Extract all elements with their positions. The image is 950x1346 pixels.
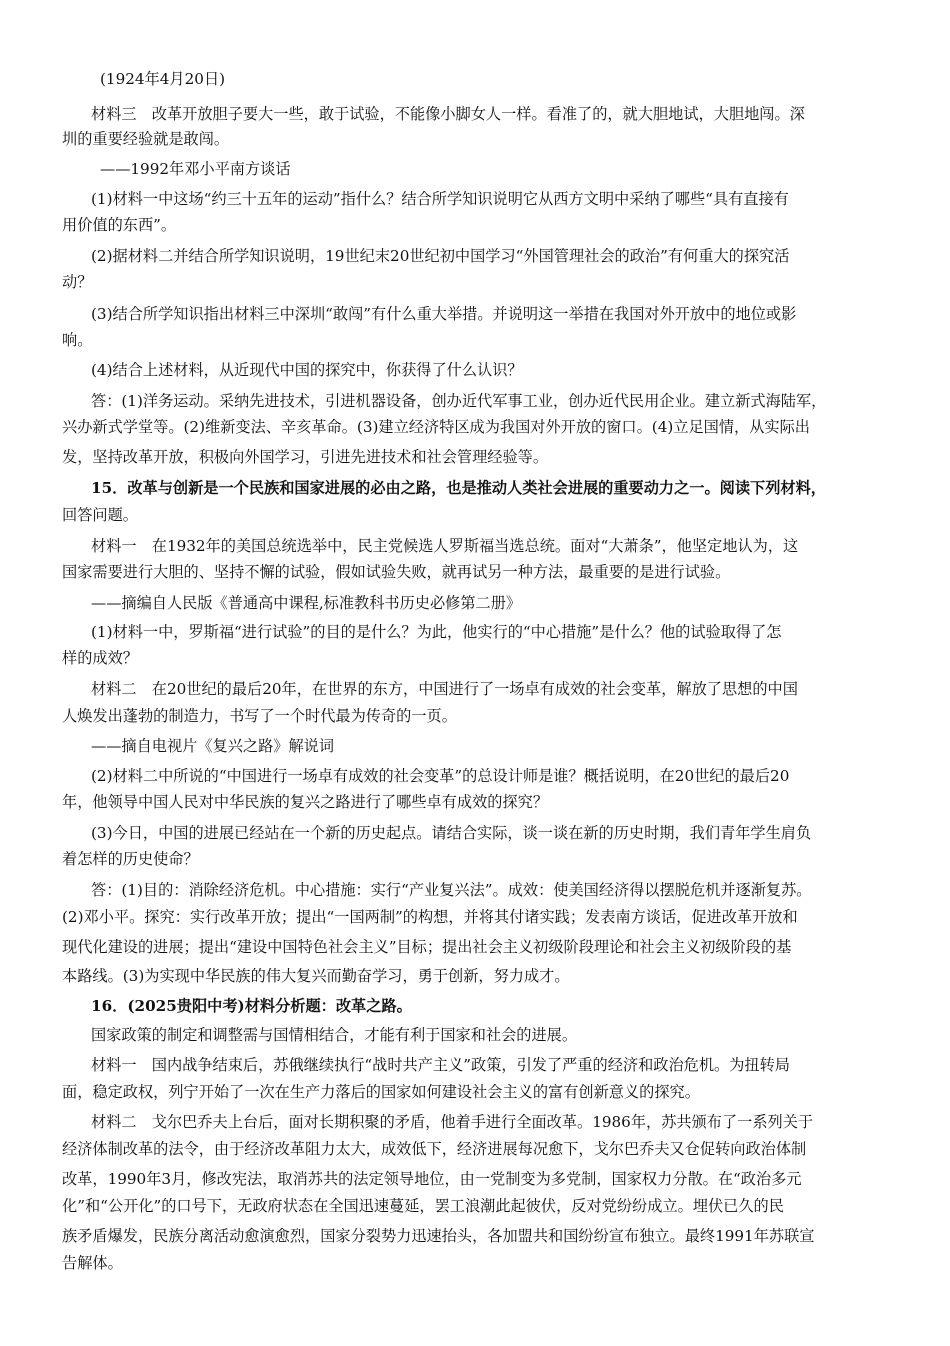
answer-line: 兴办新式学堂等。(2)维新变法、辛亥革命。(3)建立经济特区成为我国对外开放的窗口。(4)立足国情，从实际出	[62, 418, 810, 436]
date-line: (1924年4月20日)	[100, 70, 226, 88]
answer-line: (2)邓小平。探究：实行改革开放；提出“一国两制”的构想，并将其付诸实践；发表南方谈话，促进改革开放和	[62, 908, 798, 926]
question-line: (1)材料一中这场“约三十五年的运动”指什么？结合所学知识说明它从西方文明中采纳了哪些“具有直接有	[91, 190, 789, 208]
question-line: 样的成效？	[62, 649, 138, 667]
material-2-line: 材料二 在20世纪的最后20年，在世界的东方，中国进行了一场卓有成效的社会变革，解放了思想的中国	[91, 680, 798, 698]
answer-line: 本路线。(3)为实现中华民族的伟大复兴而勤奋学习，勇于创新，努力成才。	[62, 967, 570, 985]
question-line: (2)材料二中所说的“中国进行一场卓有成效的社会变革”的总设计师是谁？概括说明，在20世纪的最后20	[91, 767, 790, 785]
question-line: (3)今日，中国的进展已经站在一个新的历史起点。请结合实际，谈一谈在新的历史时期，我们青年学生肩负	[91, 824, 812, 842]
question-15-heading: 15．改革与创新是一个民族和国家进展的必由之路，也是推动人类社会进展的重要动力之一。阅读下列材料，	[91, 479, 826, 497]
question-16-heading: 16．(2025贵阳中考)材料分析题：改革之路。	[91, 997, 412, 1015]
material-2-line: 改革，1990年3月，修改宪法，取消苏共的法定领导地位，由一党制变为多党制，国家权力分散。在“政治多元	[62, 1170, 802, 1188]
material-1-line: 材料一 在1932年的美国总统选举中，民主党候选人罗斯福当选总统。面对“大萧条”，他坚定地认为，这	[91, 537, 799, 555]
source-line: ——摘编自人民版《普通高中课程,标准教科书历史必修第二册》	[91, 594, 522, 612]
question-line: 着怎样的历史使命？	[62, 850, 199, 868]
material-1-line: 面，稳定政权，列宁开始了一次在生产力落后的国家如何建设社会主义的富有创新意义的探究。	[62, 1083, 700, 1101]
material-1-line: 国家需要进行大胆的、坚持不懈的试验，假如试验失败，就再试另一种方法，最重要的是进行试验。	[62, 563, 731, 581]
question-line: 用价值的东西”。	[62, 216, 177, 234]
question-15-heading: 回答问题。	[62, 506, 138, 524]
question-line: (3)结合所学知识指出材料三中深圳“敢闯”有什么重大举措。并说明这一举措在我国对外开放中的地位或影	[91, 305, 797, 323]
material-3-line: 圳的重要经验就是敢闯。	[62, 130, 230, 148]
question-line: (4)结合上述材料，从近现代中国的探究中，你获得了什么认识？	[91, 361, 523, 379]
material-1-line: 材料一 国内战争结束后，苏俄继续执行“战时共产主义”政策，引发了严重的经济和政治危机。为扭转局	[91, 1056, 790, 1074]
material-2-line: 人焕发出蓬勃的制造力，书写了一个时代最为传奇的一页。	[62, 707, 457, 725]
answer-line: 答：(1)洋务运动。采纳先进技术，引进机器设备，创办近代军事工业，创办近代民用企业。建立新式海陆军，	[91, 392, 827, 410]
material-2-line: 告解体。	[62, 1254, 123, 1272]
source-line: ——1992年邓小平南方谈话	[100, 160, 291, 178]
source-line: ——摘自电视片《复兴之路》解说词	[91, 737, 334, 755]
question-line: 动？	[62, 273, 93, 291]
material-2-line: 族矛盾爆发，民族分离活动愈演愈烈，国家分裂势力迅速抬头，各加盟共和国纷纷宣布独立。最终1991年苏联宣	[62, 1227, 815, 1245]
answer-line: 现代化建设的进展；提出“建设中国特色社会主义”目标；提出社会主义初级阶段理论和社会主义初级阶段的基	[62, 938, 792, 956]
material-2-line: 材料二 戈尔巴乔夫上台后，面对长期积聚的矛盾，他着手进行全面改革。1986年，苏共颁布了一系列关于	[91, 1113, 814, 1131]
question-line: 年，他领导中国人民对中华民族的复兴之路进行了哪些卓有成效的探究？	[62, 793, 548, 811]
intro-line: 国家政策的制定和调整需与国情相结合，才能有利于国家和社会的进展。	[91, 1026, 577, 1044]
material-2-line: 经济体制改革的法令，由于经济改革阻力太大，成效低下，经济进展每况愈下，戈尔巴乔夫又仓促转向政治体制	[62, 1140, 807, 1158]
material-3-line: 材料三 改革开放胆子要大一些，敢于试验，不能像小脚女人一样。看准了的，就大胆地试，大胆地闯。深	[91, 105, 805, 123]
answer-line: 发，坚持改革开放，积极向外国学习，引进先进技术和社会管理经验等。	[62, 448, 548, 466]
material-2-line: 化”和“公开化”的口号下，无政府状态在全国迅速蔓延，罢工浪潮此起彼伏，反对党纷纷成立。埋伏已久的民	[62, 1197, 784, 1215]
question-line: 响。	[62, 331, 93, 349]
question-line: (2)据材料二并结合所学知识说明，19世纪末20世纪初中国学习“外国管理社会的政治”有何重大的探究活	[91, 247, 790, 265]
answer-line: 答：(1)目的：消除经济危机。中心措施：实行“产业复兴法”。成效：使美国经济得以摆脱危机并逐渐复苏。	[91, 881, 812, 899]
question-line: (1)材料一中，罗斯福“进行试验”的目的是什么？为此，他实行的“中心措施”是什么？他的试验取得了怎	[91, 623, 782, 641]
